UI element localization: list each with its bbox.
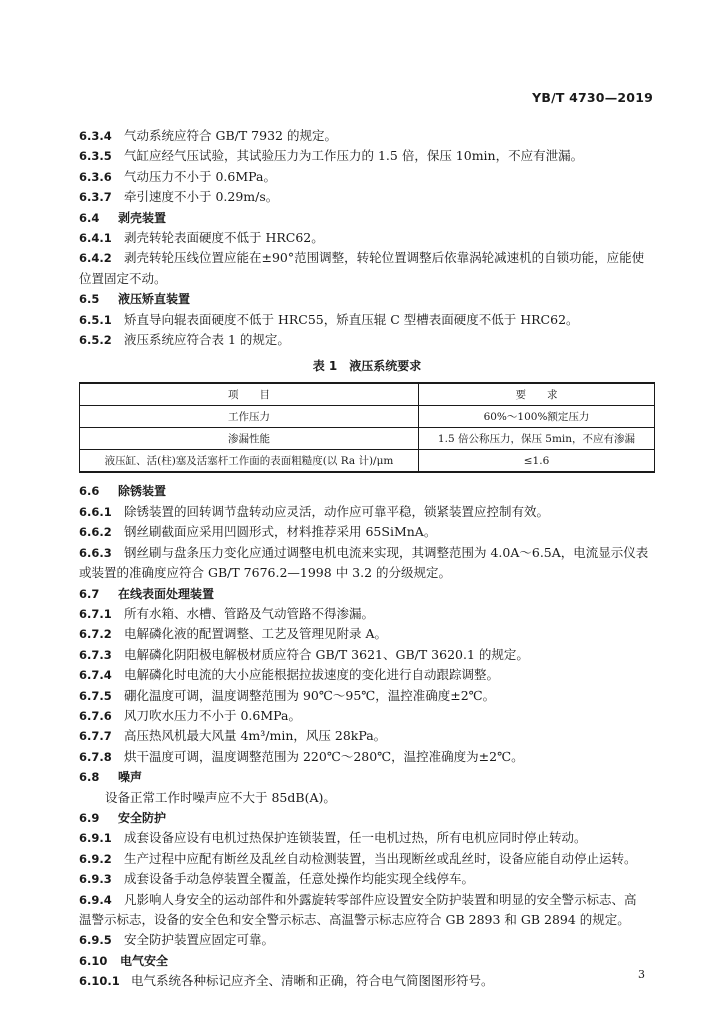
section-6-3-to-6-5: [79, 126, 655, 350]
section-heading: [79, 951, 655, 971]
clause-number: 6.7.2: [79, 627, 112, 642]
clause-line: [79, 248, 655, 268]
section-heading: [79, 289, 655, 309]
clause-text: 电解磷化液的配置调整、工艺及管理见附录 A。: [124, 626, 388, 642]
clause-line: [79, 187, 655, 207]
clause-text: 电气系统各种标记应齐全、清晰和正确，符合电气简图图形符号。: [131, 973, 494, 989]
clause-text: 成套设备手动急停装置全覆盖，任意处操作均能实现全线停车。: [124, 871, 475, 887]
section-heading: [79, 767, 655, 787]
clause-line: [79, 624, 655, 644]
clause-text: 硼化温度可调，温度调整范围为 90℃～95℃，温控准确度±2℃。: [124, 687, 496, 703]
clause-number: 6.8: [79, 770, 100, 785]
clause-line: [79, 146, 655, 166]
table-title: 液压系统要求: [349, 359, 422, 374]
clause-number: 6.4.2: [79, 251, 112, 266]
page-number: 3: [638, 968, 645, 981]
table-header-row: [80, 383, 655, 406]
table-cell: 1.5 倍公称压力，保压 5min，不应有渗漏: [419, 428, 655, 450]
clause-number: 6.7.6: [79, 708, 112, 723]
clause-text: 或装置的准确度应符合 GB/T 7676.2—1998 中 3.2 的分级规定。: [79, 565, 452, 581]
clause-number: 6.7.3: [79, 647, 112, 662]
clause-line: [79, 167, 655, 187]
clause-number: 6.3.6: [79, 169, 112, 184]
clause-text: 安全防护装置应固定可靠。: [124, 932, 275, 948]
section-title: 安全防护: [118, 810, 167, 825]
clause-text: 成套设备应设有电机过热保护连锁装置，任一电机过热，所有电机应同时停止转动。: [124, 830, 587, 846]
clause-number: 6.6.3: [79, 545, 112, 560]
clause-text: 气缸应经气压试验，其试验压力为工作压力的 1.5 倍，保压 10min，不应有泄漏。: [124, 148, 584, 164]
table-cell: ≤1.6: [419, 450, 655, 473]
table-label: 表 1: [312, 359, 338, 374]
clause-line: [79, 869, 655, 889]
clause-number: 6.9.5: [79, 933, 112, 948]
clause-line: [79, 788, 655, 808]
clause-text: 设备正常工作时噪声应不大于 85dB(A)。: [105, 789, 336, 805]
section-title: 在线表面处理装置: [118, 586, 215, 601]
clause-line: [79, 269, 655, 289]
clause-line: [79, 543, 655, 563]
clause-line: [79, 502, 655, 522]
clause-text: 矫直导向辊表面硬度不低于 HRC55，矫直压辊 C 型槽表面硬度不低于 HRC62。: [124, 311, 579, 327]
clause-line: [79, 747, 655, 767]
clause-line: [79, 604, 655, 624]
clause-number: 6.9.1: [79, 831, 112, 846]
clause-line: [79, 828, 655, 848]
clause-number: 6.7.4: [79, 668, 112, 683]
clause-line: [79, 522, 655, 542]
section-heading: [79, 808, 655, 828]
clause-line: [79, 971, 655, 991]
table-caption: [79, 356, 655, 376]
clause-number: 6.9: [79, 810, 100, 825]
section-title: 电气安全: [120, 953, 169, 968]
clause-number: 6.6.2: [79, 525, 112, 540]
clause-text: 烘干温度可调，温度调整范围为 220℃～280℃，温控准确度为±2℃。: [124, 748, 524, 764]
clause-line: [79, 330, 655, 350]
table-cell: 液压缸、活(柱)塞及活塞杆工作面的表面粗糙度(以 Ra 计)/μm: [80, 450, 419, 473]
clause-number: 6.9.2: [79, 851, 112, 866]
table-row: [80, 450, 655, 473]
clause-text: 高压热风机最大风量 4m³/min，风压 28kPa。: [124, 728, 387, 744]
clause-text: 液压系统应符合表 1 的规定。: [124, 332, 290, 348]
section-title: 噪声: [118, 770, 143, 785]
clause-number: 6.5.2: [79, 333, 112, 348]
clause-number: 6.7.7: [79, 729, 112, 744]
clause-number: 6.5: [79, 292, 100, 307]
table-row: [80, 406, 655, 428]
clause-number: 6.3.7: [79, 190, 112, 205]
clause-line: [79, 686, 655, 706]
standard-code-header: YB/T 4730—2019: [532, 90, 653, 105]
section-6-6-to-6-10: [79, 481, 655, 991]
clause-text: 电解磷化时电流的大小应能根据拉拔速度的变化进行自动跟踪调整。: [124, 667, 500, 683]
clause-number: 6.3.4: [79, 129, 112, 143]
hydraulic-requirements-table: [79, 382, 655, 473]
clause-line: [79, 310, 655, 330]
section-heading: [79, 481, 655, 501]
clause-line: [79, 706, 655, 726]
table-header-requirement: 要 求: [419, 383, 655, 406]
table-row: [80, 428, 655, 450]
clause-number: 6.6.1: [79, 504, 112, 519]
clause-text: 气动系统应符合 GB/T 7932 的规定。: [124, 128, 337, 143]
clause-line: [79, 665, 655, 685]
clause-line: [79, 563, 655, 583]
clause-line: [79, 890, 655, 910]
clause-number: 6.4: [79, 210, 100, 225]
table-cell: 渗漏性能: [80, 428, 419, 450]
clause-number: 6.3.5: [79, 149, 112, 164]
clause-number: 6.7: [79, 586, 100, 601]
clause-number: 6.7.8: [79, 749, 112, 764]
clause-number: 6.6: [79, 484, 100, 499]
clause-text: 凡影响人身安全的运动部件和外露旋转零部件应设置安全防护装置和明显的安全警示标志、高: [124, 891, 637, 907]
clause-text: 剥壳转轮压线位置应能在±90°范围调整，转轮位置调整后依靠涡轮减速机的自锁功能，应能使: [124, 250, 645, 266]
clause-text: 钢丝刷与盘条压力变化应通过调整电机电流来实现，其调整范围为 4.0A～6.5A，电流显示仪表: [124, 544, 649, 560]
clause-line: [79, 910, 655, 930]
clause-line: [79, 726, 655, 746]
clause-line: [79, 849, 655, 869]
section-title: 剥壳装置: [118, 210, 167, 225]
section-title: 除锈装置: [118, 484, 167, 499]
clause-text: 气动压力不小于 0.6MPa。: [124, 168, 276, 184]
clause-line: [79, 930, 655, 950]
clause-text: 温警示标志，设备的安全色和安全警示标志、高温警示标志应符合 GB 2893 和 GB 2894 的规定。: [79, 912, 630, 927]
clause-number: 6.9.3: [79, 872, 112, 887]
clause-text: 除锈装置的回转调节盘转动应灵活，动作应可靠平稳，锁紧装置应控制有效。: [124, 503, 550, 519]
clause-text: 所有水箱、水槽、管路及气动管路不得渗漏。: [124, 605, 375, 621]
clause-text: 剥壳转轮表面硬度不低于 HRC62。: [124, 230, 324, 246]
clause-number: 6.10.1: [79, 974, 120, 989]
clause-number: 6.9.4: [79, 892, 112, 907]
clause-number: 6.4.1: [79, 231, 112, 246]
clause-text: 位置固定不动。: [79, 270, 167, 286]
clause-number: 6.10: [79, 953, 108, 968]
clause-text: 钢丝刷截面应采用凹圆形式，材料推荐采用 65SiMnA。: [124, 524, 437, 540]
clause-text: 生产过程中应配有断丝及乱丝自动检测装置，当出现断丝或乱丝时，设备应能自动停止运转。: [124, 850, 637, 866]
clause-line: [79, 228, 655, 248]
section-heading: [79, 208, 655, 228]
clause-number: 6.7.1: [79, 606, 112, 621]
clause-text: 风刀吹水压力不小于 0.6MPa。: [124, 707, 301, 723]
section-title: 液压矫直装置: [118, 292, 191, 307]
clause-number: 6.7.5: [79, 688, 112, 703]
table-cell: 工作压力: [80, 406, 419, 428]
section-heading: [79, 584, 655, 604]
table-cell: 60%～100%额定压力: [419, 406, 655, 428]
clause-text: 电解磷化阴阳极电解极材质应符合 GB/T 3621、GB/T 3620.1 的规定。: [124, 646, 529, 662]
clause-line: [79, 645, 655, 665]
clause-text: 牵引速度不小于 0.29m/s。: [124, 189, 279, 205]
clause-line: [79, 126, 655, 146]
table-header-item: 项 目: [80, 383, 419, 406]
clause-number: 6.5.1: [79, 312, 112, 327]
document-body: [79, 126, 655, 992]
